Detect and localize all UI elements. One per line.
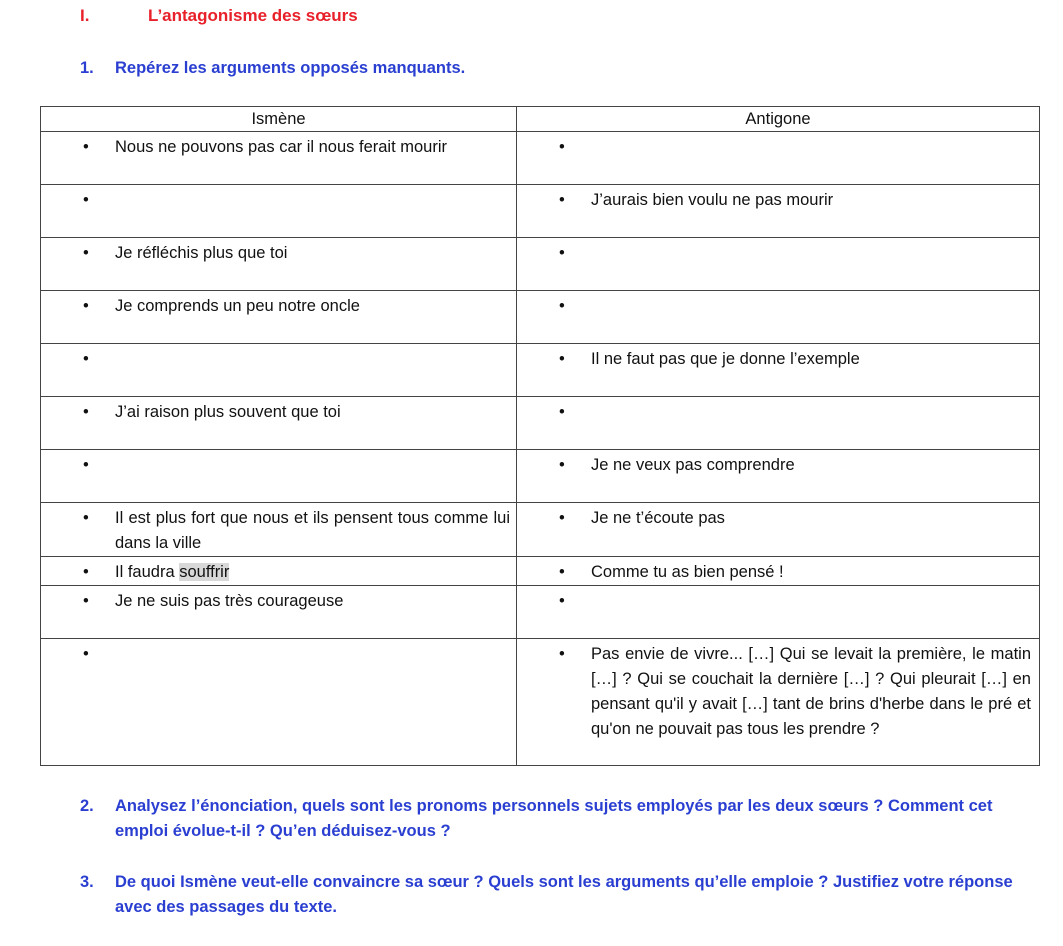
ismene-argument: J’ai raison plus souvent que toi [115, 403, 341, 421]
table-row [41, 132, 1040, 185]
ismene-argument: Je comprends un peu notre oncle [115, 297, 360, 315]
bullet-icon: • [559, 191, 565, 209]
table-row [41, 291, 1040, 344]
bullet-icon: • [83, 509, 89, 527]
ismene-argument: Je ne suis pas très courageuse [115, 592, 344, 610]
bullet-icon: • [83, 350, 89, 368]
question-3 [80, 870, 1040, 920]
header-antigone: Antigone [517, 107, 1040, 132]
bullet-icon: • [559, 297, 565, 315]
bullet-icon: • [559, 563, 565, 581]
bullet-icon: • [83, 244, 89, 262]
bullet-icon: • [559, 592, 565, 610]
highlighted-word: souffrir [179, 563, 230, 581]
ismene-argument: Il est plus fort que nous et ils pensent tous comme lui dans la ville [115, 509, 510, 552]
question-number: 3. [80, 873, 94, 891]
bullet-icon: • [83, 592, 89, 610]
antigone-argument: Il ne faut pas que je donne l’exemple [591, 350, 860, 368]
bullet-icon: • [83, 138, 89, 156]
table-row [41, 639, 1040, 766]
ismene-argument: Nous ne pouvons pas car il nous ferait mourir [115, 138, 447, 156]
antigone-argument: Je ne veux pas comprendre [591, 456, 795, 474]
table-row [41, 557, 1040, 586]
table-row [41, 344, 1040, 397]
table-row [41, 238, 1040, 291]
ismene-argument: Il faudra [115, 563, 180, 581]
antigone-argument: J’aurais bien voulu ne pas mourir [591, 191, 834, 209]
ismene-argument: Je réfléchis plus que toi [115, 244, 288, 262]
bullet-icon: • [83, 563, 89, 581]
header-ismene: Ismène [41, 107, 517, 132]
antigone-argument: Pas envie de vivre... […] Qui se levait la première, le matin […] ? Qui se couchait la dernière […] ? Qui pleurait […] en pensant qu'il y avait […] tant de brins d'herbe dans le pré et qu'on ne pouvait pas tous les prendre ? [591, 645, 1031, 738]
bullet-icon: • [559, 244, 565, 262]
section-title [80, 6, 358, 26]
antigone-argument: Je ne t’écoute pas [591, 509, 725, 527]
section-heading: L’antagonisme des sœurs [148, 6, 358, 25]
antigone-argument: Comme tu as bien pensé ! [591, 563, 784, 581]
bullet-icon: • [559, 403, 565, 421]
bullet-icon: • [83, 403, 89, 421]
question-number: 2. [80, 797, 94, 815]
table-row [41, 503, 1040, 557]
question-text: De quoi Ismène veut-elle convaincre sa sœur ? Quels sont les arguments qu’elle emploie ? Justifiez votre réponse avec des passages du texte. [115, 873, 1013, 916]
table-row [41, 586, 1040, 639]
bullet-icon: • [559, 350, 565, 368]
table-row [41, 185, 1040, 238]
bullet-icon: • [559, 645, 565, 663]
table-row [41, 397, 1040, 450]
arguments-table [40, 106, 1040, 766]
question-1 [80, 56, 465, 81]
question-text: Analysez l’énonciation, quels sont les pronoms personnels sujets employés par les deux sœurs ? Comment cet emploi évolue-t-il ? Qu’en déduisez-vous ? [115, 797, 993, 840]
table-row [41, 450, 1040, 503]
bullet-icon: • [559, 456, 565, 474]
bullet-icon: • [83, 456, 89, 474]
bullet-icon: • [559, 138, 565, 156]
bullet-icon: • [83, 645, 89, 663]
question-text: Repérez les arguments opposés manquants. [115, 59, 466, 77]
question-2 [80, 794, 1040, 844]
question-number: 1. [80, 59, 94, 77]
bullet-icon: • [83, 191, 89, 209]
section-number: I. [80, 6, 90, 25]
bullet-icon: • [559, 509, 565, 527]
bullet-icon: • [83, 297, 89, 315]
